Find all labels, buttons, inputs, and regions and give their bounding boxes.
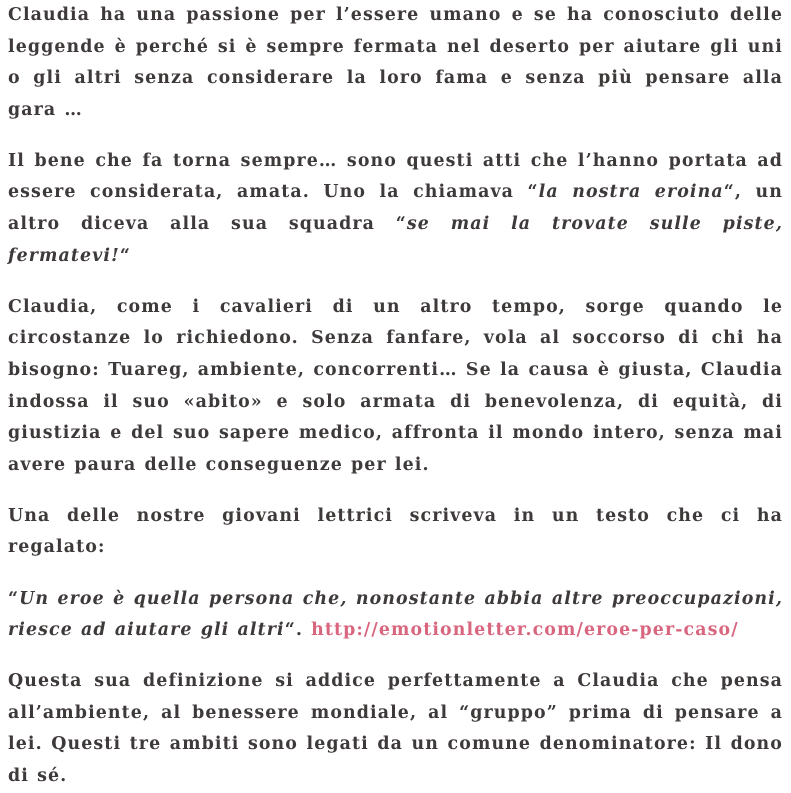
quote-open-mark: “ — [8, 588, 20, 609]
quote-close-mark: “ — [723, 182, 735, 203]
paragraph-gap — [8, 481, 783, 501]
paragraph-6: Questa sua definizione si addice perfettamente a Claudia che pensa all’ambiente, al benessere mondiale, al “gruppo” prima di pensare a lei. Questi tre ambiti sono legati da un comune denominatore: Il dono di sé. — [8, 671, 783, 786]
paragraph-5-quote — [8, 584, 783, 647]
paragraph-2-text-b: , un altro diceva alla sua squadra — [8, 182, 784, 235]
paragraph-1: Claudia ha una passione per l’essere umano e se ha conosciuto delle leggende è perché si è sempre fermata nel deserto per aiutare gli uni o gli altri senza considerare la loro fama e senza più pensare alla gara … — [8, 5, 783, 120]
quote-la-nostra-eroina: la nostra eroina — [538, 182, 724, 203]
quote-close-mark: “ — [119, 245, 131, 266]
quote-open-mark: “ — [395, 214, 407, 235]
source-link[interactable]: http://emotionletter.com/eroe-per-caso/ — [311, 620, 739, 641]
paragraph-4: Una delle nostre giovani lettrici scriveva in un testo che ci ha regalato: — [8, 505, 783, 558]
paragraph-gap — [8, 272, 783, 292]
article-body — [8, 0, 783, 793]
quote-close-mark: “ — [284, 620, 296, 641]
paragraph-2 — [8, 146, 783, 272]
quote-fermatevi: se mai la trovate sulle piste, fermatevi! — [8, 214, 783, 266]
quote-trailing-punctuation: . — [295, 620, 312, 641]
paragraph-gap — [8, 647, 783, 667]
quote-eroe-definition: Un eroe è quella persona che, nonostante abbia altre preoccupazioni, riesce ad aiutare gli altri — [8, 588, 783, 641]
paragraph-gap — [8, 564, 783, 584]
paragraph-3: Claudia, come i cavalieri di un altro tempo, sorge quando le circostanze lo richiedono. Senza fanfare, vola al soccorso di chi ha bisogno: Tuareg, ambiente, concorrenti… Se la causa è giusta, Claudia indossa il suo «abito» e solo armata di benevolenza, di equità, di giustizia e del suo sapere medico, affronta il mondo intero, senza mai avere paura delle conseguenze per lei. — [8, 296, 783, 475]
paragraph-gap — [8, 126, 783, 146]
quote-open-mark: “ — [527, 182, 539, 203]
paragraph-2-text-a: Il bene che fa torna sempre… sono questi atti che l’hanno portata ad essere considerata, amata. Uno la chiamava — [8, 150, 783, 203]
